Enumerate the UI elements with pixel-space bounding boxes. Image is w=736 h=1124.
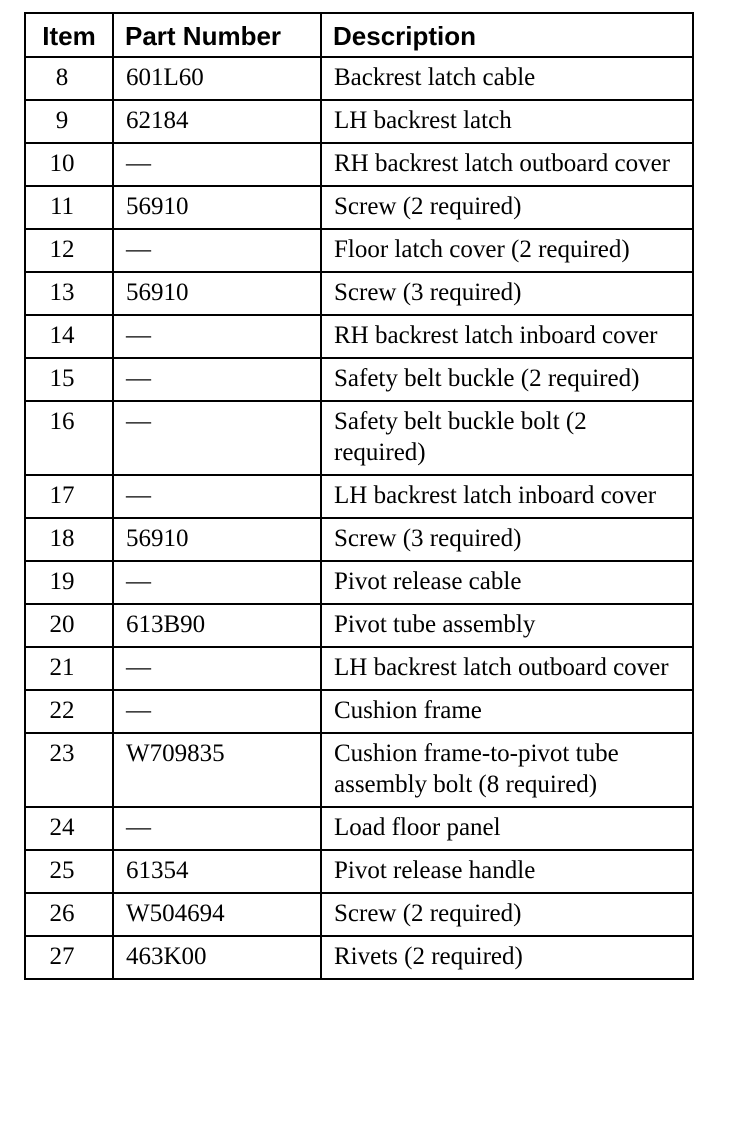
table-row [25,850,693,893]
description-cell: RH backrest latch outboard cover [321,143,693,186]
header-part-number: Part Number [113,13,321,57]
table-row [25,143,693,186]
description-cell: Screw (2 required) [321,186,693,229]
description-cell: LH backrest latch outboard cover [321,647,693,690]
item-cell: 17 [25,475,113,518]
item-cell: 21 [25,647,113,690]
table-row [25,647,693,690]
part-number-cell: 62184 [113,100,321,143]
parts-table [24,12,694,980]
description-cell: Load floor panel [321,807,693,850]
item-cell: 18 [25,518,113,561]
description-cell: Pivot release handle [321,850,693,893]
description-cell: LH backrest latch inboard cover [321,475,693,518]
part-number-cell: 56910 [113,518,321,561]
table-row [25,561,693,604]
item-cell: 8 [25,57,113,100]
part-number-cell: 601L60 [113,57,321,100]
description-cell: Pivot tube assembly [321,604,693,647]
table-row [25,807,693,850]
table-row [25,604,693,647]
table-row [25,690,693,733]
table-row [25,186,693,229]
item-cell: 26 [25,893,113,936]
description-cell: Cushion frame-to-pivot tube assembly bolt (8 required) [321,733,693,807]
item-cell: 24 [25,807,113,850]
table-row [25,229,693,272]
part-number-cell: W504694 [113,893,321,936]
description-cell: Safety belt buckle (2 required) [321,358,693,401]
table-row [25,272,693,315]
item-cell: 16 [25,401,113,475]
part-number-cell: 56910 [113,186,321,229]
description-cell: Safety belt buckle bolt (2 required) [321,401,693,475]
part-number-cell: — [113,358,321,401]
item-cell: 9 [25,100,113,143]
header-item: Item [25,13,113,57]
description-cell: Floor latch cover (2 required) [321,229,693,272]
header-description: Description [321,13,693,57]
part-number-cell: — [113,690,321,733]
description-cell: Screw (3 required) [321,518,693,561]
part-number-cell: 56910 [113,272,321,315]
part-number-cell: — [113,143,321,186]
table-row [25,733,693,807]
table-body [25,57,693,979]
description-cell: Screw (3 required) [321,272,693,315]
part-number-cell: — [113,315,321,358]
table-row [25,893,693,936]
table-row [25,100,693,143]
part-number-cell: — [113,401,321,475]
part-number-cell: — [113,229,321,272]
description-cell: Backrest latch cable [321,57,693,100]
part-number-cell: — [113,475,321,518]
item-cell: 15 [25,358,113,401]
item-cell: 22 [25,690,113,733]
item-cell: 12 [25,229,113,272]
item-cell: 19 [25,561,113,604]
table-row [25,358,693,401]
description-cell: Rivets (2 required) [321,936,693,979]
item-cell: 11 [25,186,113,229]
table-row [25,57,693,100]
table-row [25,315,693,358]
item-cell: 25 [25,850,113,893]
part-number-cell: 463K00 [113,936,321,979]
table-row [25,401,693,475]
part-number-cell: 613B90 [113,604,321,647]
table-row [25,936,693,979]
part-number-cell: — [113,561,321,604]
table-row [25,518,693,561]
table-header-row [25,13,693,57]
description-cell: Pivot release cable [321,561,693,604]
item-cell: 23 [25,733,113,807]
table-row [25,475,693,518]
part-number-cell: — [113,647,321,690]
part-number-cell: — [113,807,321,850]
description-cell: Cushion frame [321,690,693,733]
description-cell: RH backrest latch inboard cover [321,315,693,358]
item-cell: 27 [25,936,113,979]
description-cell: Screw (2 required) [321,893,693,936]
part-number-cell: W709835 [113,733,321,807]
item-cell: 14 [25,315,113,358]
description-cell: LH backrest latch [321,100,693,143]
item-cell: 13 [25,272,113,315]
item-cell: 10 [25,143,113,186]
part-number-cell: 61354 [113,850,321,893]
item-cell: 20 [25,604,113,647]
